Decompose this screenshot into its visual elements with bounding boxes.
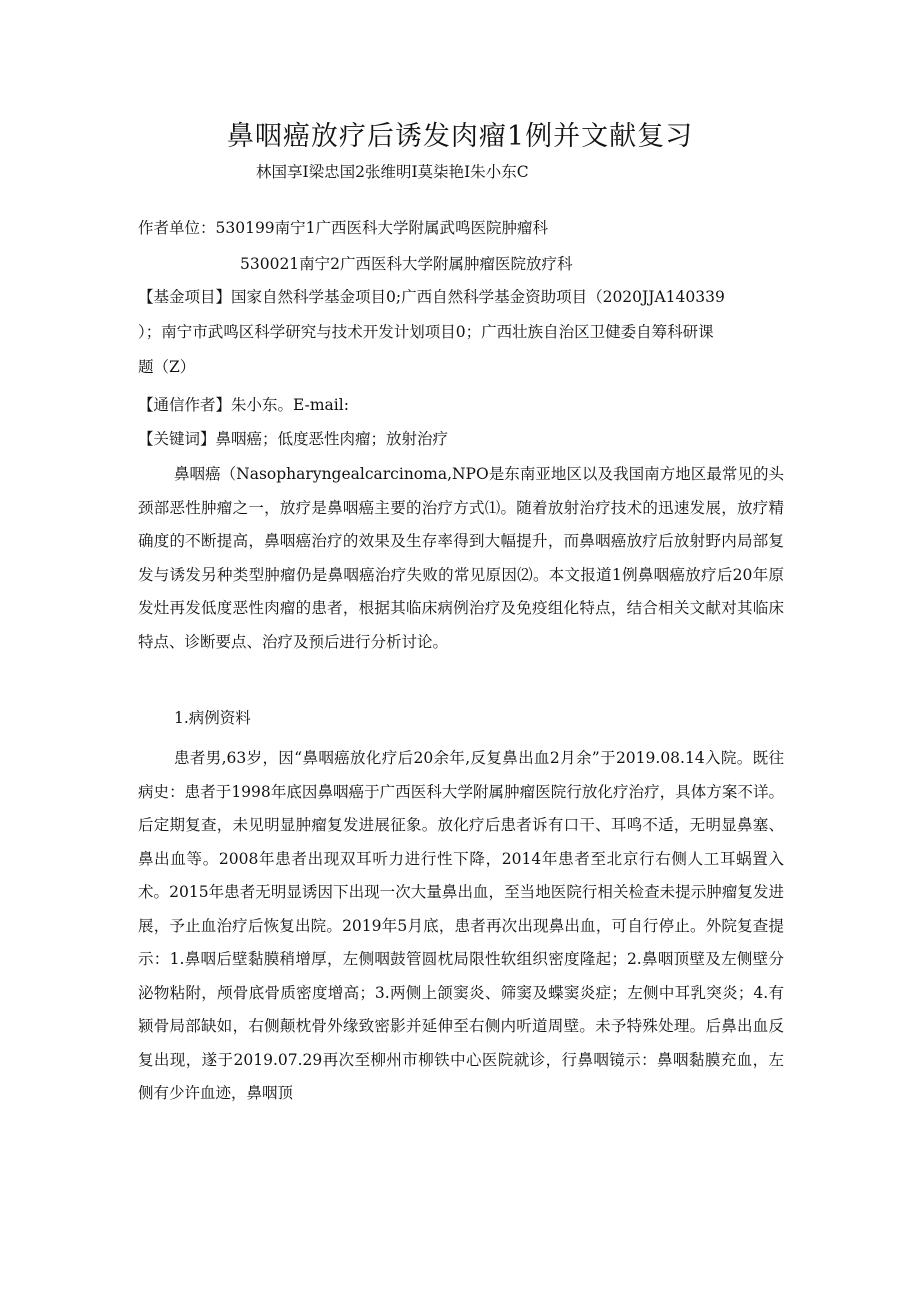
- correspondence-line: 【通信作者】朱小东。E-mail:: [138, 396, 349, 414]
- funding-line-1: 【基金项目】国家自然科学基金项目0;广西自然科学基金资助项目（2020JJA140339: [138, 288, 725, 306]
- author-list: 林国享I梁忠国2张维明I莫柒艳I朱小东C: [256, 163, 529, 181]
- funding-line-2: ）；南宁市武鸣区科学研究与技术开发计划项目0；广西壮族自治区卫健委自筹科研课: [138, 323, 714, 341]
- intro-paragraph: 鼻咽癌（Nasopharyngealcarcinoma,NPO是东南亚地区以及我国南方地区最常见的头颈部恶性肿瘤之一，放疗是鼻咽癌主要的治疗方式⑴。随着放射治疗技术的迅速发展，放疗精确度的不断提高，鼻咽癌治疗的效果及生存率得到大幅提升，而鼻咽癌放疗后放射野内局部复发与诱发另种类型肿瘤仍是鼻咽癌治疗失败的常见原因⑵。本文报道1例鼻咽癌放疗后20年原发灶再发低度恶性肉瘤的患者，根据其临床病例治疗及免疫组化特点，结合相关文献对其临床特点、诊断要点、治疗及预后进行分析讨论。: [138, 465, 784, 651]
- keywords-line: 【关键词】鼻咽癌；低度恶性肉瘤；放射治疗: [138, 430, 449, 448]
- article-title: 鼻咽癌放疗后诱发肉瘤1例并文献复习: [226, 121, 694, 152]
- funding-line-3: 题（Z）: [138, 358, 196, 376]
- affiliation-line-1: 作者单位：530199南宁1广西医科大学附属武鸣医院肿瘤科: [138, 219, 549, 237]
- affiliation-line-2: 530021南宁2广西医科大学附属肿瘤医院放疗科: [240, 255, 573, 273]
- case-paragraph: 患者男,63岁，因“鼻咽癌放化疗后20余年,反复鼻出血2月余”于2019.08.14入院。既往病史：患者于1998年底因鼻咽癌于广西医科大学附属肿瘤医院行放化疗治疗，具体方案不详。后定期复查，未见明显肿瘤复发进展征象。放化疗后患者诉有口干、耳鸣不适，无明显鼻塞、鼻出血等。2008年患者出现双耳听力进行性下降，2014年患者至北京行右侧人工耳蜗置入术。2015年患者无明显诱因下出现一次大量鼻出血，至当地医院行相关检查未提示肿瘤复发进展，予止血治疗后恢复出院。2019年5月底，患者再次出现鼻出血，可自行停止。外院复查提示：1.鼻咽后壁黏膜稍增厚，左侧咽鼓管圆枕局限性软组织密度隆起；2.鼻咽顶壁及左侧壁分泌物粘附，颅骨底骨质密度增高；3.两侧上颌窦炎、筛窦及蝶窦炎症；左侧中耳乳突炎；4.有颍骨局部缺如，右侧颠枕骨外缘致密影并延伸至右侧内听道周壁。未予特殊处理。后鼻出血反复出现，遂于2019.07.29再次至柳州市柳铁中心医院就诊，行鼻咽镜示：鼻咽黏膜充血，左侧有少许血迹，鼻咽顶: [138, 749, 784, 1102]
- section-heading: 1.病例资料: [174, 709, 251, 727]
